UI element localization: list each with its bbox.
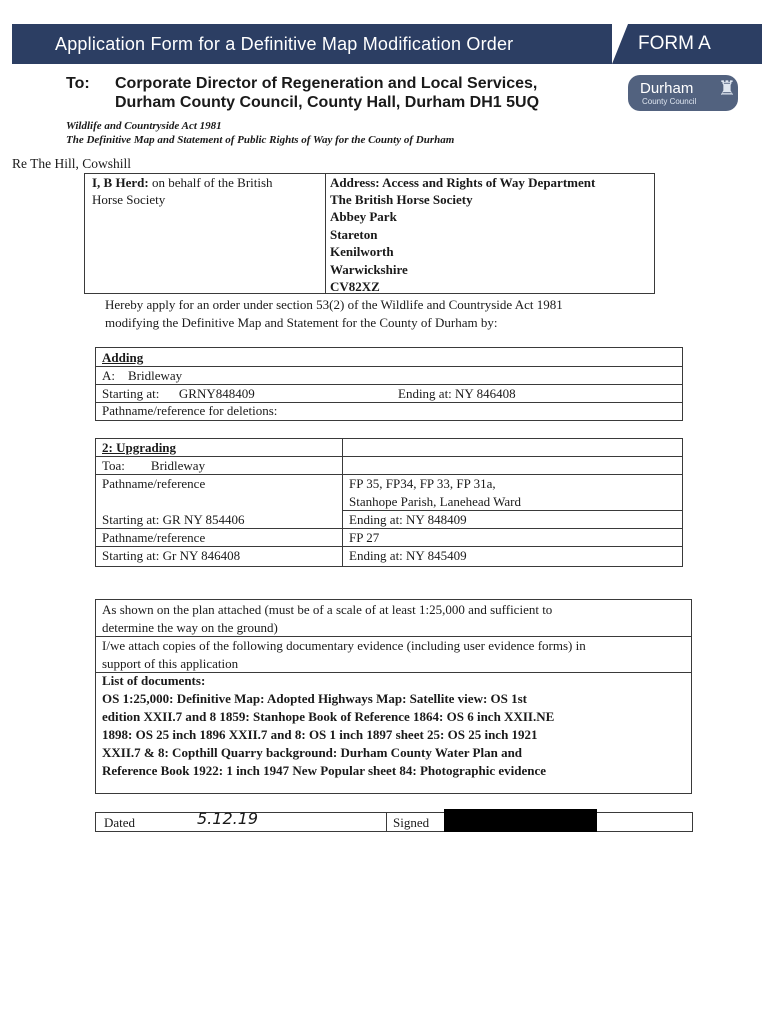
document-line: edition XXII.7 and 8 1859: Stanhope Book of Reference 1864: OS 6 inch XXII.NE [102, 709, 555, 724]
address-line: Stareton [330, 227, 378, 242]
act-reference: Wildlife and Countryside Act 1981 [66, 120, 222, 132]
applicant-divider [325, 173, 326, 294]
cathedral-icon: ♜ [718, 78, 736, 100]
dated-label: Dated [104, 815, 136, 830]
upgrading-starting-2: Starting at: Gr NY 846408 [102, 548, 241, 563]
recipient-line-1: Corporate Director of Regeneration and Local Services, [115, 75, 538, 92]
upgrading-ending-1: Ending at: NY 848409 [349, 512, 467, 527]
address-line: The British Horse Society [330, 192, 473, 207]
row-line [95, 528, 683, 529]
upgrading-divider [342, 438, 343, 567]
upgrading-pathname-value: FP 35, FP34, FP 33, FP 31a, [349, 476, 496, 491]
map-statement-reference: The Definitive Map and Statement of Public Rights of Way for the County of Durham [66, 134, 455, 146]
address-line: Address: Access and Rights of Way Department [330, 175, 596, 190]
dated-value: 5.12.19 [197, 809, 259, 828]
address-line: Abbey Park [330, 209, 397, 224]
document-line: Reference Book 1922: 1 inch 1947 New Popular sheet 84: Photographic evidence [102, 763, 546, 778]
adding-heading: Adding [102, 350, 144, 365]
apply-text-line-2: modifying the Definitive Map and Statement for the County of Durham by: [105, 315, 498, 330]
documents-heading: List of documents: [102, 673, 206, 688]
signature-divider [386, 812, 387, 832]
row-line [95, 636, 692, 637]
upgrading-heading: 2: Upgrading [102, 440, 177, 455]
upgrading-pathname-label: Pathname/reference [102, 476, 206, 491]
scale-text-1: As shown on the plan attached (must be of a scale of at least 1:25,000 and sufficient to [102, 602, 553, 617]
document-line: OS 1:25,000: Definitive Map: Adopted Highways Map: Satellite view: OS 1st [102, 691, 528, 706]
signed-label: Signed [393, 815, 430, 830]
adding-ending: Ending at: NY 846408 [398, 386, 516, 401]
upgrading-to: Toa: Bridleway [102, 458, 206, 473]
upgrading-pathname2-value: FP 27 [349, 530, 380, 545]
scale-text-2: determine the way on the ground) [102, 620, 278, 635]
upgrading-pathname-value-2: Stanhope Parish, Lanehead Ward [349, 494, 521, 509]
row-line [95, 474, 683, 475]
logo-subtitle: County Council [642, 97, 697, 106]
recipient-line-2: Durham County Council, County Hall, Durham DH1 5UQ [115, 94, 540, 111]
row-line [95, 456, 683, 457]
document-line: 1898: OS 25 inch 1896 XXII.7 and 8: OS 1 inch 1897 sheet 25: OS 25 inch 1921 [102, 727, 538, 742]
upgrading-ending-2: Ending at: NY 845409 [349, 548, 467, 563]
applicant-name-line-2: Horse Society [92, 192, 166, 207]
address-line: Warwickshire [330, 262, 408, 277]
redacted-signature [444, 809, 597, 832]
row-line [342, 510, 683, 511]
logo-name: Durham [640, 80, 694, 97]
adding-starting: Starting at: GRNY848409 [102, 386, 255, 401]
upgrading-starting-1: Starting at: GR NY 854406 [102, 512, 245, 527]
form-title: Application Form for a Definitive Map Modification Order [55, 34, 514, 54]
adding-type: A: Bridleway [102, 368, 183, 383]
re-subject: Re The Hill, Cowshill [12, 156, 132, 171]
address-line: CV82XZ [330, 279, 380, 294]
row-line [95, 384, 683, 385]
row-line [95, 366, 683, 367]
row-line [95, 546, 683, 547]
form-tag: FORM A [638, 33, 711, 54]
address-line: Kenilworth [330, 244, 394, 259]
document-line: XXII.7 & 8: Copthill Quarry background: Durham County Water Plan and [102, 745, 523, 760]
adding-pathname: Pathname/reference for deletions: [102, 403, 278, 418]
upgrading-pathname2-label: Pathname/reference [102, 530, 206, 545]
attach-text-1: I/we attach copies of the following documentary evidence (including user evidence forms) in [102, 638, 586, 653]
to-label: To: [66, 75, 90, 92]
applicant-name: I, B Herd: on behalf of the British [92, 175, 273, 190]
apply-text-line-1: Hereby apply for an order under section 53(2) of the Wildlife and Countryside Act 1981 [105, 297, 563, 312]
attach-text-2: support of this application [102, 656, 239, 671]
